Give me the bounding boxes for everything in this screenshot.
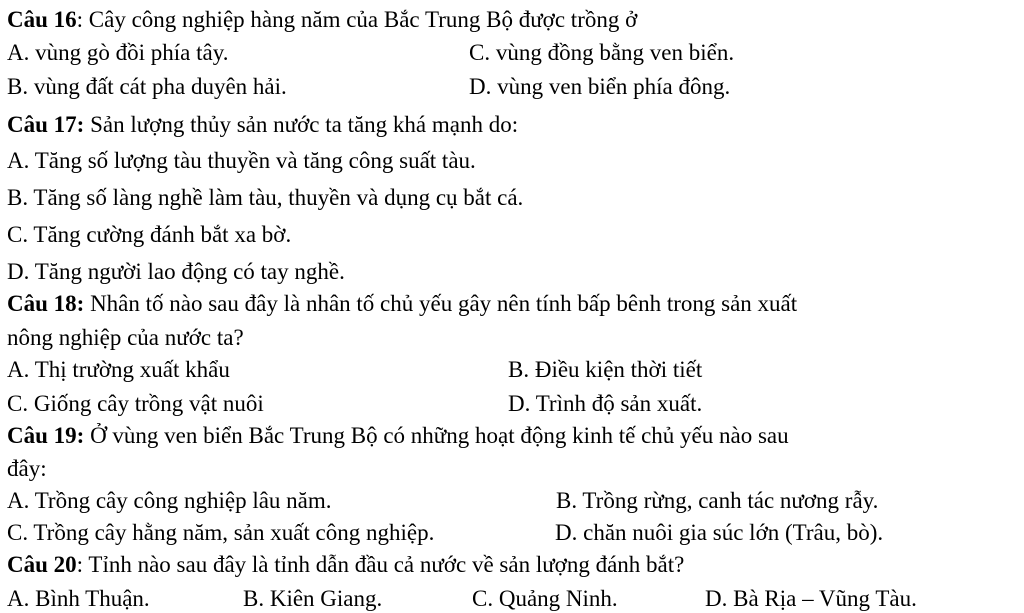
question-16-option-a: A. vùng gò đồi phía tây.	[7, 40, 229, 65]
question-18-label: Câu 18:	[7, 291, 85, 316]
question-19-text-continued: đây:	[7, 456, 47, 481]
question-16-text: Cây công nghiệp hàng năm của Bắc Trung Bộ được trồng ở	[88, 7, 638, 32]
question-17-stem	[7, 113, 518, 136]
question-19-text: Ở vùng ven biển Bắc Trung Bộ có những hoạt động kinh tế chủ yếu nào sau	[90, 423, 789, 448]
question-17-option-d: D. Tăng người lao động có tay nghề.	[7, 259, 345, 284]
question-18-option-b: B. Điều kiện thời tiết	[508, 357, 703, 382]
question-16-sep: :	[76, 7, 89, 32]
question-18-text-continued: nông nghiệp của nước ta?	[7, 325, 244, 350]
question-18-option-a: A. Thị trường xuất khẩu	[7, 357, 230, 382]
question-20-option-c: C. Quảng Ninh.	[472, 586, 618, 611]
question-20-text: Tỉnh nào sau đây là tỉnh dẫn đầu cả nước về sản lượng đánh bắt?	[88, 552, 685, 577]
question-16-label: Câu 16	[7, 7, 77, 32]
question-17-text: Sản lượng thủy sản nước ta tăng khá mạnh do:	[90, 112, 519, 137]
question-16-option-d: D. vùng ven biển phía đông.	[469, 74, 731, 99]
question-16-option-c: C. vùng đồng bằng ven biển.	[469, 40, 735, 65]
question-19-label: Câu 19:	[7, 423, 85, 448]
question-17-option-a: A. Tăng số lượng tàu thuyền và tăng công suất tàu.	[7, 148, 476, 173]
question-20-label: Câu 20	[7, 552, 77, 577]
question-16-stem	[7, 8, 637, 31]
question-16-option-b: B. vùng đất cát pha duyên hải.	[7, 74, 287, 99]
question-19-option-b: B. Trồng rừng, canh tác nương rẫy.	[556, 488, 879, 513]
question-20-sep: :	[76, 552, 89, 577]
question-18-option-c: C. Giống cây trồng vật nuôi	[7, 391, 264, 416]
question-20-stem	[7, 553, 684, 576]
question-17-option-c: C. Tăng cường đánh bắt xa bờ.	[7, 222, 292, 247]
question-19-option-c: C. Trồng cây hằng năm, sản xuất công nghiệp.	[7, 520, 435, 545]
question-20-option-d: D. Bà Rịa – Vũng Tàu.	[705, 586, 917, 611]
question-17-label: Câu 17:	[7, 112, 85, 137]
question-19-option-a: A. Trồng cây công nghiệp lâu năm.	[7, 488, 332, 513]
question-20-option-b: B. Kiên Giang.	[243, 586, 383, 611]
question-20-option-a: A. Bình Thuận.	[7, 586, 150, 611]
question-17-option-b: B. Tăng số làng nghề làm tàu, thuyền và dụng cụ bắt cá.	[7, 185, 524, 210]
question-18-stem	[7, 292, 797, 315]
question-19-stem	[7, 424, 789, 447]
question-18-option-d: D. Trình độ sản xuất.	[508, 391, 703, 416]
question-18-text: Nhân tố nào sau đây là nhân tố chủ yếu gây nên tính bấp bênh trong sản xuất	[90, 291, 798, 316]
question-19-option-d: D. chăn nuôi gia súc lớn (Trâu, bò).	[555, 520, 884, 545]
